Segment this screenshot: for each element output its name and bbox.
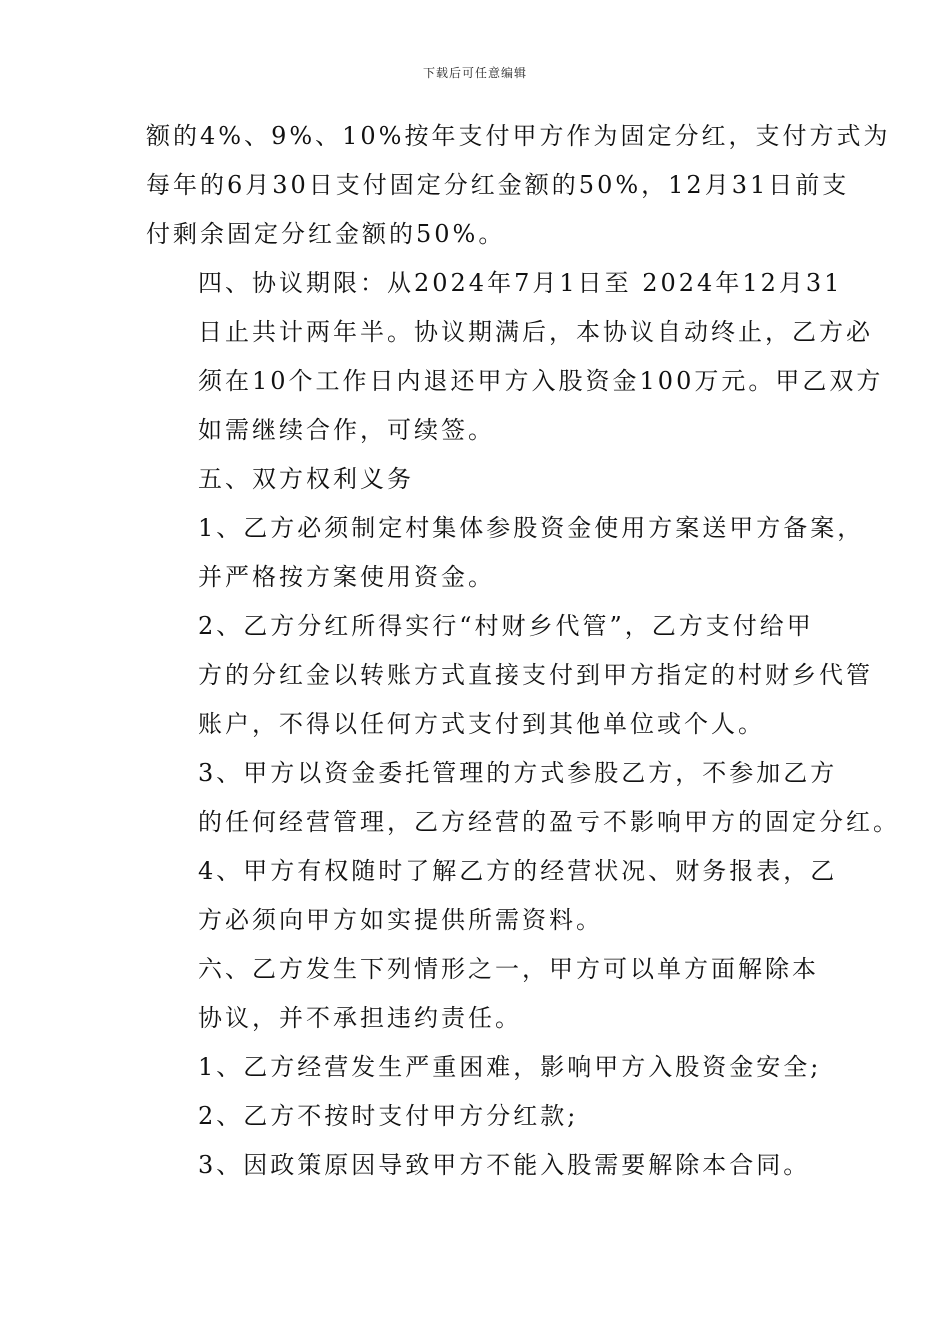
text-line: 2、乙方分红所得实行“村财乡代管”，乙方支付给甲 xyxy=(198,612,814,640)
paragraph-item-1 xyxy=(146,504,865,602)
paragraph-termination-2 xyxy=(146,1092,811,1141)
text-line: 3、甲方以资金委托管理的方式参股乙方，不参加乙方 xyxy=(198,759,838,787)
text-line: 3、因政策原因导致甲方不能入股需要解除本合同。 xyxy=(198,1151,811,1179)
text-line: 1、乙方经营发生严重困难，影响甲方入股资金安全; xyxy=(198,1053,822,1081)
text-line: 协议，并不承担违约责任。 xyxy=(198,1004,522,1032)
text-line: 五、双方权利义务 xyxy=(198,465,414,493)
text-line: 方必须向甲方如实提供所需资料。 xyxy=(198,906,603,934)
text-line: 2、乙方不按时支付甲方分红款; xyxy=(198,1102,579,1130)
text-line: 账户，不得以任何方式支付到其他单位或个人。 xyxy=(198,710,765,738)
text-line: 六、乙方发生下列情形之一，甲方可以单方面解除本 xyxy=(198,955,819,983)
text-line: 并严格按方案使用资金。 xyxy=(198,563,495,591)
text-line: 1、乙方必须制定村集体参股资金使用方案送甲方备案， xyxy=(198,514,865,542)
paragraph-agreement-term xyxy=(146,259,884,455)
text-line: 日止共计两年半。协议期满后，本协议自动终止，乙方必 xyxy=(198,318,873,346)
text-line: 4、甲方有权随时了解乙方的经营状况、财务报表，乙 xyxy=(198,857,838,885)
paragraph-item-4 xyxy=(146,847,838,945)
paragraph-termination-3 xyxy=(146,1141,811,1190)
text-line: 方的分红金以转账方式直接支付到甲方指定的村财乡代管 xyxy=(198,661,873,689)
text-line: 四、协议期限：从2024年7月1日至 2024年12月31 xyxy=(198,269,843,297)
text-line: 如需继续合作，可续签。 xyxy=(198,416,495,444)
paragraph-item-3 xyxy=(146,749,900,847)
page-header-note: 下载后可任意编辑 xyxy=(422,66,527,80)
text-line: 付剩余固定分红金额的50%。 xyxy=(146,220,506,248)
text-line: 的任何经营管理，乙方经营的盈亏不影响甲方的固定分红。 xyxy=(198,808,900,836)
paragraph-termination-1 xyxy=(146,1043,822,1092)
section-heading-termination xyxy=(146,945,819,1043)
section-heading-rights-obligations xyxy=(146,455,811,504)
document-body xyxy=(146,112,900,1190)
text-line: 须在10个工作日内退还甲方入股资金100万元。甲乙双方 xyxy=(198,367,884,395)
paragraph-item-2 xyxy=(146,602,873,749)
paragraph-dividend-terms xyxy=(146,112,891,259)
text-line: 每年的6月30日支付固定分红金额的50%，12月31日前支 xyxy=(146,171,850,199)
text-line: 额的4%、9%、10%按年支付甲方作为固定分红，支付方式为 xyxy=(146,122,891,150)
